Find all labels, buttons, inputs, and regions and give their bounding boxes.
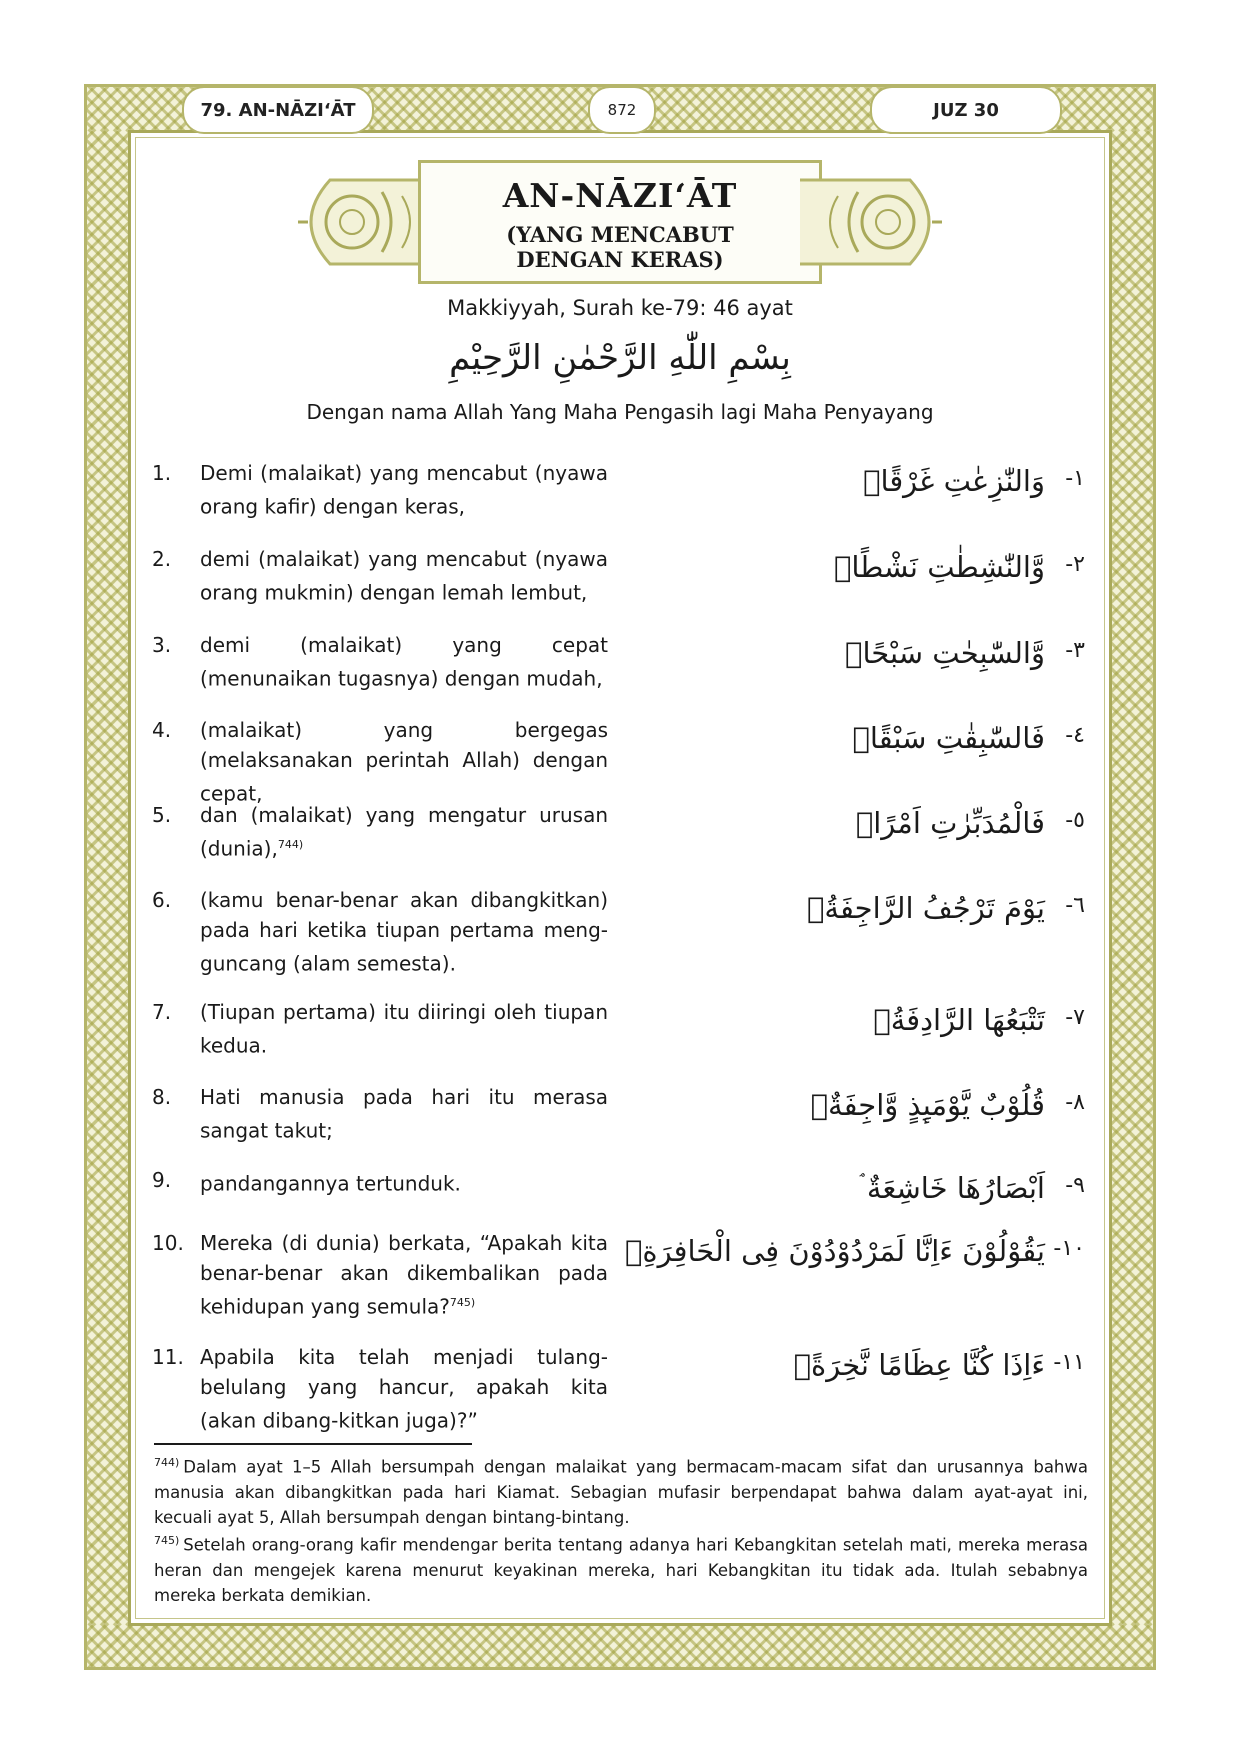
verse-translation: (kamu benar-benar akan dibangkitkan) pada hari ketika tiupan pertama meng-guncang (alam semesta). [200,888,608,976]
footnote: $^{744)}$ Dalam ayat 1–5 Allah bersumpah dengan malaikat yang bermacam-macam sifat dan urusannya bahwa manusia akan dibangkitkan pada hari Kiamat. Sebagian mufasir berpendapat bahwa dalam ayat-ayat ini, kecuali ayat 5, Allah bersumpah dengan bintang-bintang. [154,1456,1088,1527]
verse-number: 8. [152,1085,172,1109]
verse-arabic-number: -٤ [1065,723,1085,748]
verse-arabic: ءَاِذَا كُنَّا عِظَامًا نَّخِرَةًۗ [793,1348,1045,1382]
verse-translation: Demi (malaikat) yang mencabut (nyawa orang kafir) dengan keras, [200,461,608,519]
verse-translation: (malaikat) yang bergegas (melaksanakan perintah Allah) dengan cepat, [200,718,608,806]
footnote: $^{745)}$ Setelah orang-orang kafir mendengar berita tentang adanya hari Kebangkitan setelah mati, mereka merasa heran dan mengejek karena menurut keyakinan mereka, hari Kebangkitan itu tidak ada. Itulah sebabnya mereka berkata demikian. [154,1534,1088,1605]
verse-arabic: تَتْبَعُهَا الرَّادِفَةُۗ [873,1003,1045,1037]
verse-arabic-number: -٧ [1065,1005,1085,1030]
verse-arabic: فَالْمُدَبِّرٰتِ اَمْرًاۘ [855,806,1045,840]
title-banner [290,160,950,284]
verse-arabic: وَّالنّٰشِطٰتِ نَشْطًاۙ [834,550,1045,584]
verse-translation: Hati manusia pada hari itu merasa sangat takut; [200,1085,608,1143]
footnote-divider [154,1443,472,1445]
verse-arabic-number: -٩ [1065,1173,1085,1198]
verse-arabic: فَالسّٰبِقٰتِ سَبْقًاۙ [852,721,1045,755]
verse-arabic: يَوْمَ تَرْجُفُ الرَّاجِفَةُۙ [807,891,1045,925]
verse-arabic: اَبْصَارُهَا خَاشِعَةٌ ۘ [859,1171,1045,1205]
verse-number: 5. [152,803,172,827]
verse-arabic: وَالنّٰزِعٰتِ غَرْقًاۙ [863,464,1045,498]
verse-arabic-number: -٢ [1065,552,1085,577]
verse-number: 6. [152,888,172,912]
verse-translation: dan (malaikat) yang mengatur urusan (dunia),$^{744)}$ [200,803,608,861]
verse-number: 4. [152,718,172,742]
verse-translation: pandangannya tertunduk. [200,1171,461,1196]
verse-number: 11. [152,1345,184,1369]
verse-number: 10. [152,1231,184,1255]
verse-number: 2. [152,547,172,571]
verse-translation: demi (malaikat) yang cepat (menunaikan tugasnya) dengan mudah, [200,633,608,691]
surah-subtitle: (YANG MENCABUT DENGAN KERAS) [506,222,734,272]
verse-number: 1. [152,461,172,485]
verse-number: 9. [152,1168,172,1192]
verse-arabic-number: -٨ [1065,1090,1085,1115]
basmala-translation: Dengan nama Allah Yang Maha Pengasih lagi Maha Penyayang [306,400,934,424]
verse-arabic: وَّالسّٰبِحٰتِ سَبْحًاۙ [845,636,1045,670]
verse-translation: Mereka (di dunia) berkata, “Apakah kita benar-benar akan dikembalikan pada kehidupan yang semula?$^{745)}$ [200,1231,608,1319]
arabesque-ornament-icon [800,170,950,274]
surah-header-tab: 79. AN-NĀZI‘ĀT [182,86,374,134]
verse-translation: (Tiupan pertama) itu diiringi oleh tiupan kedua. [200,1000,608,1058]
verse-arabic-number: -١ [1065,466,1085,491]
verse-number: 3. [152,633,172,657]
surah-title: AN-NĀZI‘ĀT [502,176,738,215]
verse-translation: demi (malaikat) yang mencabut (nyawa orang mukmin) dengan lemah lembut, [200,547,608,605]
verse-arabic-number: -١١ [1053,1350,1085,1375]
juz-header-tab: JUZ 30 [870,86,1062,134]
verse-translation: Apabila kita telah menjadi tulang-belulang yang hancur, apakah kita (akan dibang-kitkan juga)?” [200,1345,608,1433]
surah-meta: Makkiyyah, Surah ke-79: 46 ayat [447,296,793,320]
verse-arabic-number: -٣ [1065,638,1085,663]
verse-arabic-number: -٥ [1065,808,1085,833]
verse-arabic: قُلُوْبٌ يَّوْمَىِٕذٍ وَّاجِفَةٌۙ [810,1088,1045,1122]
verse-arabic-number: -٦ [1065,893,1085,918]
verse-number: 7. [152,1000,172,1024]
verse-arabic: يَقُوْلُوْنَ ءَاِنَّا لَمَرْدُوْدُوْنَ فِى الْحَافِرَةِۗ [625,1234,1045,1268]
page-number: 872 [588,86,656,134]
verse-arabic-number: -١٠ [1053,1236,1085,1261]
basmala-arabic: بِسْمِ اللّٰهِ الرَّحْمٰنِ الرَّحِيْمِ [449,338,791,378]
